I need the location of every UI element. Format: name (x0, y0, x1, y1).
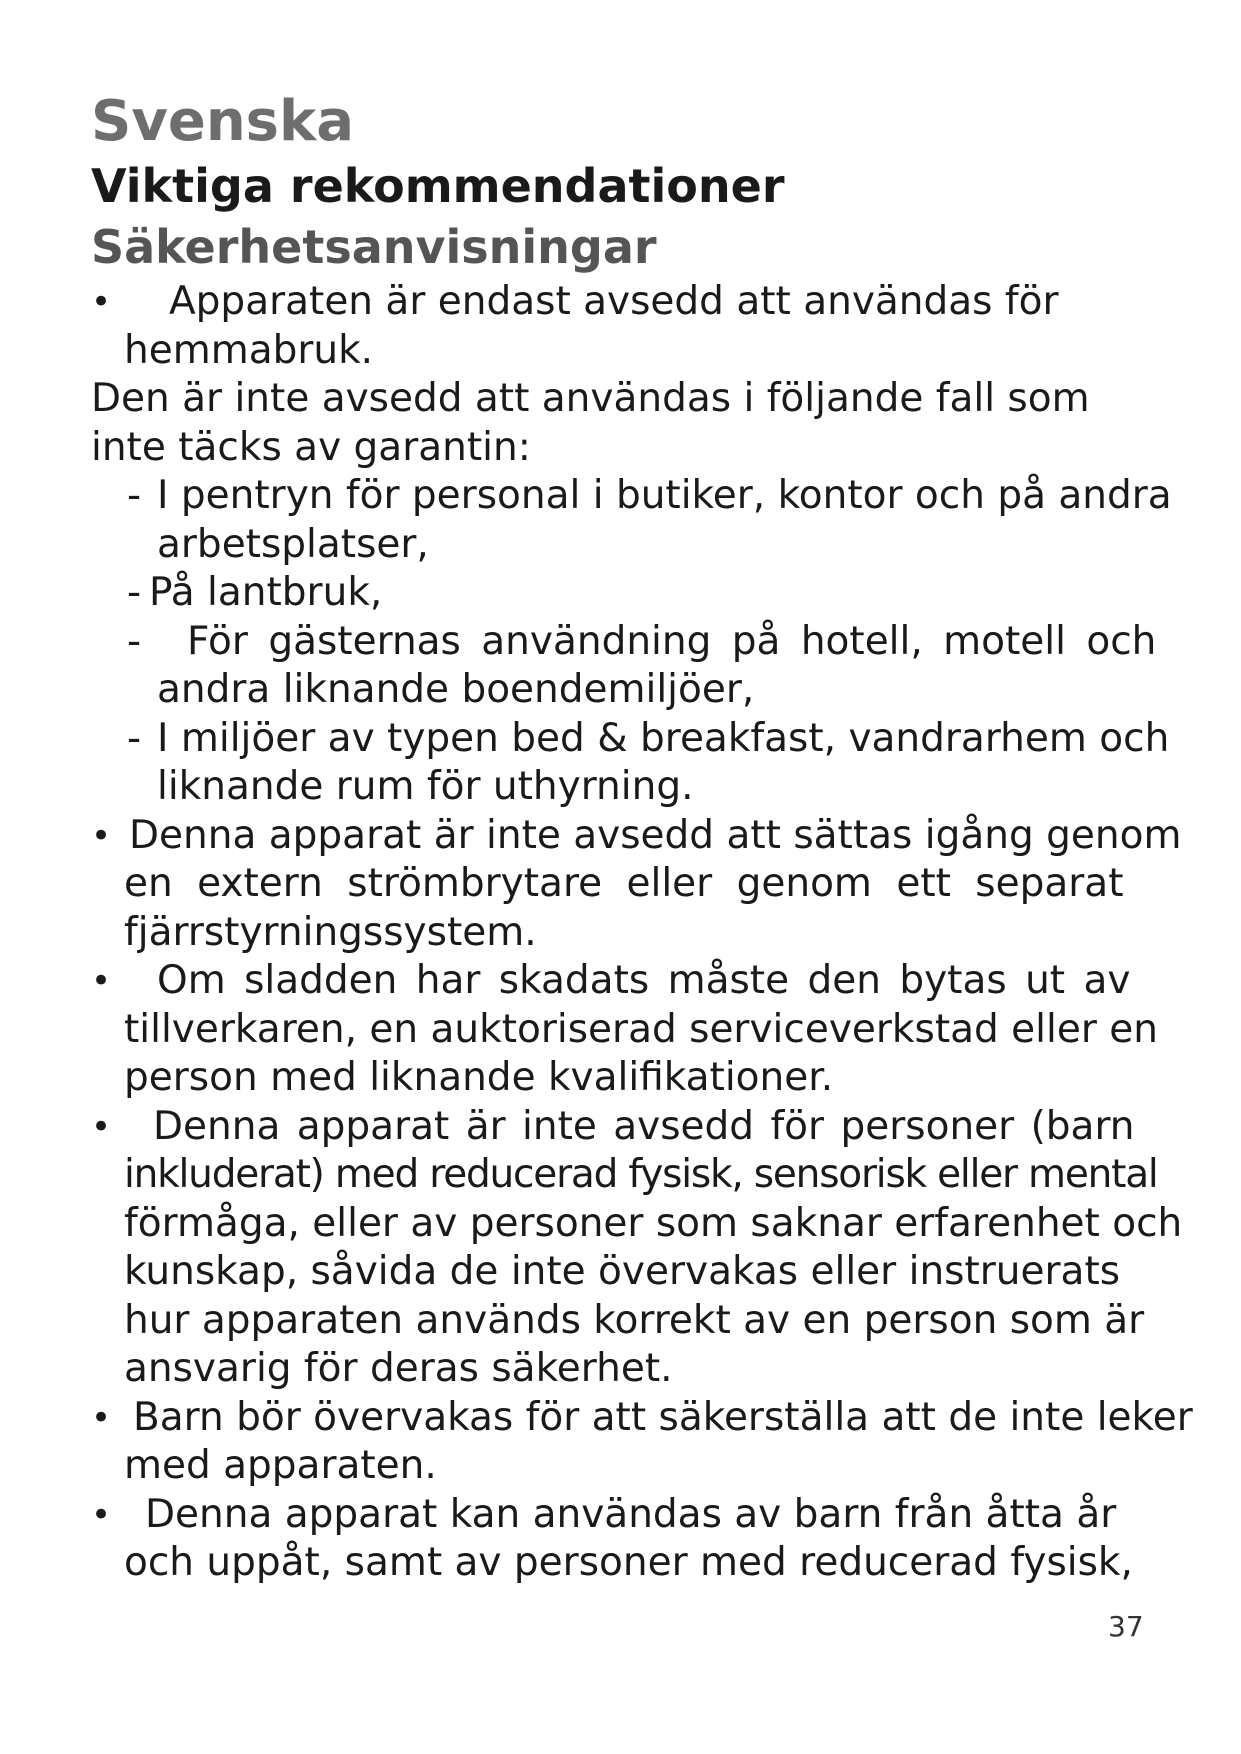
text-line: en extern strömbrytare eller genom ett separat (124, 861, 1124, 906)
text-line: Den är inte avsedd att användas i följande fall som (91, 376, 1090, 421)
bullet-marker: • (91, 282, 112, 322)
text-line: Denna apparat är inte avsedd för personer (barn (153, 1103, 1135, 1149)
text-line: med apparaten. (124, 1443, 437, 1488)
text-line: fjärrstyrningssystem. (124, 909, 537, 955)
text-line: Denna apparat är inte avsedd att sättas igång genom (129, 812, 1182, 858)
text-line: På lantbruk, (149, 570, 383, 615)
bullet-item (91, 957, 1171, 1006)
bullet-item (91, 278, 1171, 327)
dash-marker: - (127, 715, 142, 761)
bullet-item (91, 1491, 1171, 1540)
text-line: och uppåt, samt av personer med reducerad fysisk, (124, 1540, 1133, 1585)
text-line: hur apparaten används korrekt av en person som är (124, 1297, 1145, 1343)
section-subtitle: Säkerhetsanvisningar (91, 220, 657, 274)
text-line: inkluderat) med reducerad fysisk, sensorisk eller mental (124, 1152, 1158, 1197)
bullet-marker: • (91, 1494, 112, 1535)
text-line: Denna apparat kan användas av barn från åtta år (145, 1491, 1117, 1537)
dash-item (91, 472, 1171, 521)
safety-instructions (91, 278, 1193, 1588)
bullet-marker: • (91, 815, 112, 856)
language-heading: Svenska (91, 89, 355, 154)
page-number: 37 (1108, 1610, 1144, 1643)
text-line: inte täcks av garantin: (91, 424, 531, 470)
page-title: Viktiga rekommendationer (91, 159, 785, 213)
text-line: andra liknande boendemiljöer, (157, 667, 755, 712)
text-line: ansvarig för deras säkerhet. (124, 1346, 673, 1391)
text-line: person med liknande kvalifikationer. (124, 1055, 834, 1100)
text-line: I miljöer av typen bed & breakfast, vandrarhem och (157, 715, 1170, 761)
text-line: I pentryn för personal i butiker, kontor och på andra (157, 473, 1172, 518)
dash-item (91, 715, 1171, 764)
bullet-item (91, 812, 1182, 861)
text-line: arbetsplatser, (157, 521, 429, 567)
bullet-marker: • (91, 1106, 112, 1147)
dash-item (91, 569, 1171, 618)
bullet-marker: • (91, 961, 112, 1001)
bullet-item (91, 1394, 1193, 1443)
dash-marker: - (127, 570, 142, 615)
bullet-item (91, 1103, 1171, 1152)
text-line: kunskap, såvida de inte övervakas eller instruerats (124, 1249, 1121, 1294)
text-line: liknande rum för uthyrning. (157, 764, 694, 809)
manual-page (91, 88, 1193, 1588)
dash-item (91, 618, 1171, 667)
bullet-marker: • (91, 1397, 112, 1438)
dash-marker: - (127, 618, 142, 664)
text-line: Om sladden har skadats måste den bytas ut av (157, 958, 1131, 1003)
text-line: hemmabruk. (124, 327, 374, 373)
text-line: förmåga, eller av personer som saknar erfarenhet och (124, 1200, 1183, 1246)
text-line: tillverkaren, en auktoriserad serviceverkstad eller en (124, 1006, 1158, 1052)
text-line: Apparaten är endast avsedd att användas för (169, 279, 1059, 324)
text-line: För gästernas användning på hotell, motell och (187, 618, 1157, 664)
text-line: Barn bör övervakas för att säkerställa att de inte leker (133, 1394, 1193, 1440)
dash-marker: - (127, 473, 142, 518)
